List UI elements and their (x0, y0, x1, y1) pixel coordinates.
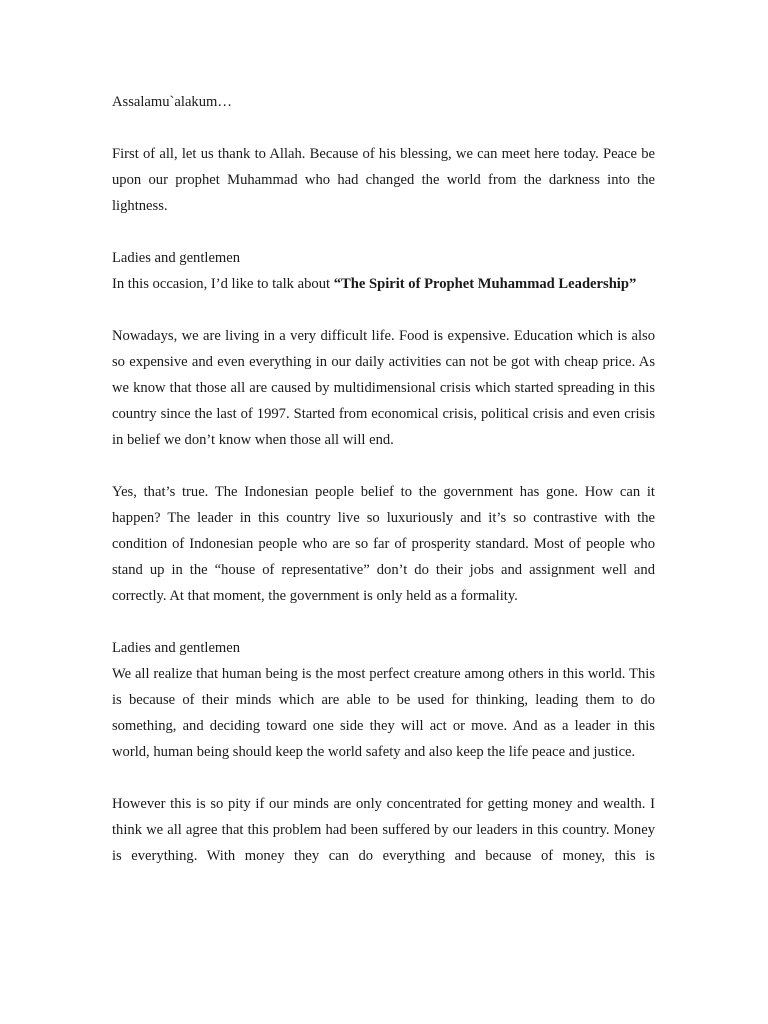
section-heading-1: Ladies and gentlemen (112, 250, 241, 266)
topic-intro: In this occasion, I’d like to talk about (112, 276, 334, 292)
greeting: Assalamu`alakum… (112, 94, 232, 110)
paragraph-government: Yes, that’s true. The Indonesian people belief to the government has gone. How can it happen? The leader in this country live so luxuriously and it’s so contrastive with the condition of Indonesian people who are so far of prosperity standard. Most of people who stand up in the “house of representative” don’t do their jobs and assignment well and correctly. At that moment, the government is only held as a formality. (112, 484, 655, 604)
paragraph-money: However this is so pity if our minds are only concentrated for getting money and wealth. I think we all agree that this problem had been suffered by our leaders in this country. Money is everything. With money they can do everything and because of money, this is (112, 796, 655, 864)
section-heading-2: Ladies and gentlemen (112, 640, 241, 656)
topic-line (112, 271, 655, 297)
paragraph-crisis: Nowadays, we are living in a very difficult life. Food is expensive. Education which is also so expensive and even everything in our daily activities can not be got with cheap price. As we know that those all are caused by multidimensional crisis which started spreading in this country since the last of 1997. Started from economical crisis, political crisis and even crisis in belief we don’t know when those all will end. (112, 328, 655, 448)
topic-title: “The Spirit of Prophet Muhammad Leadership” (333, 276, 637, 292)
paragraph-human-being: We all realize that human being is the most perfect creature among others in this world. This is because of their minds which are able to be used for thinking, leading them to do something, and deciding toward one side they will act or move. And as a leader in this world, human being should keep the world safety and also keep the life peace and justice. (112, 666, 655, 760)
document-body (112, 89, 655, 895)
opening-paragraph: First of all, let us thank to Allah. Because of his blessing, we can meet here today. Peace be upon our prophet Muhammad who had changed the world from the darkness into the lightness. (112, 146, 655, 214)
